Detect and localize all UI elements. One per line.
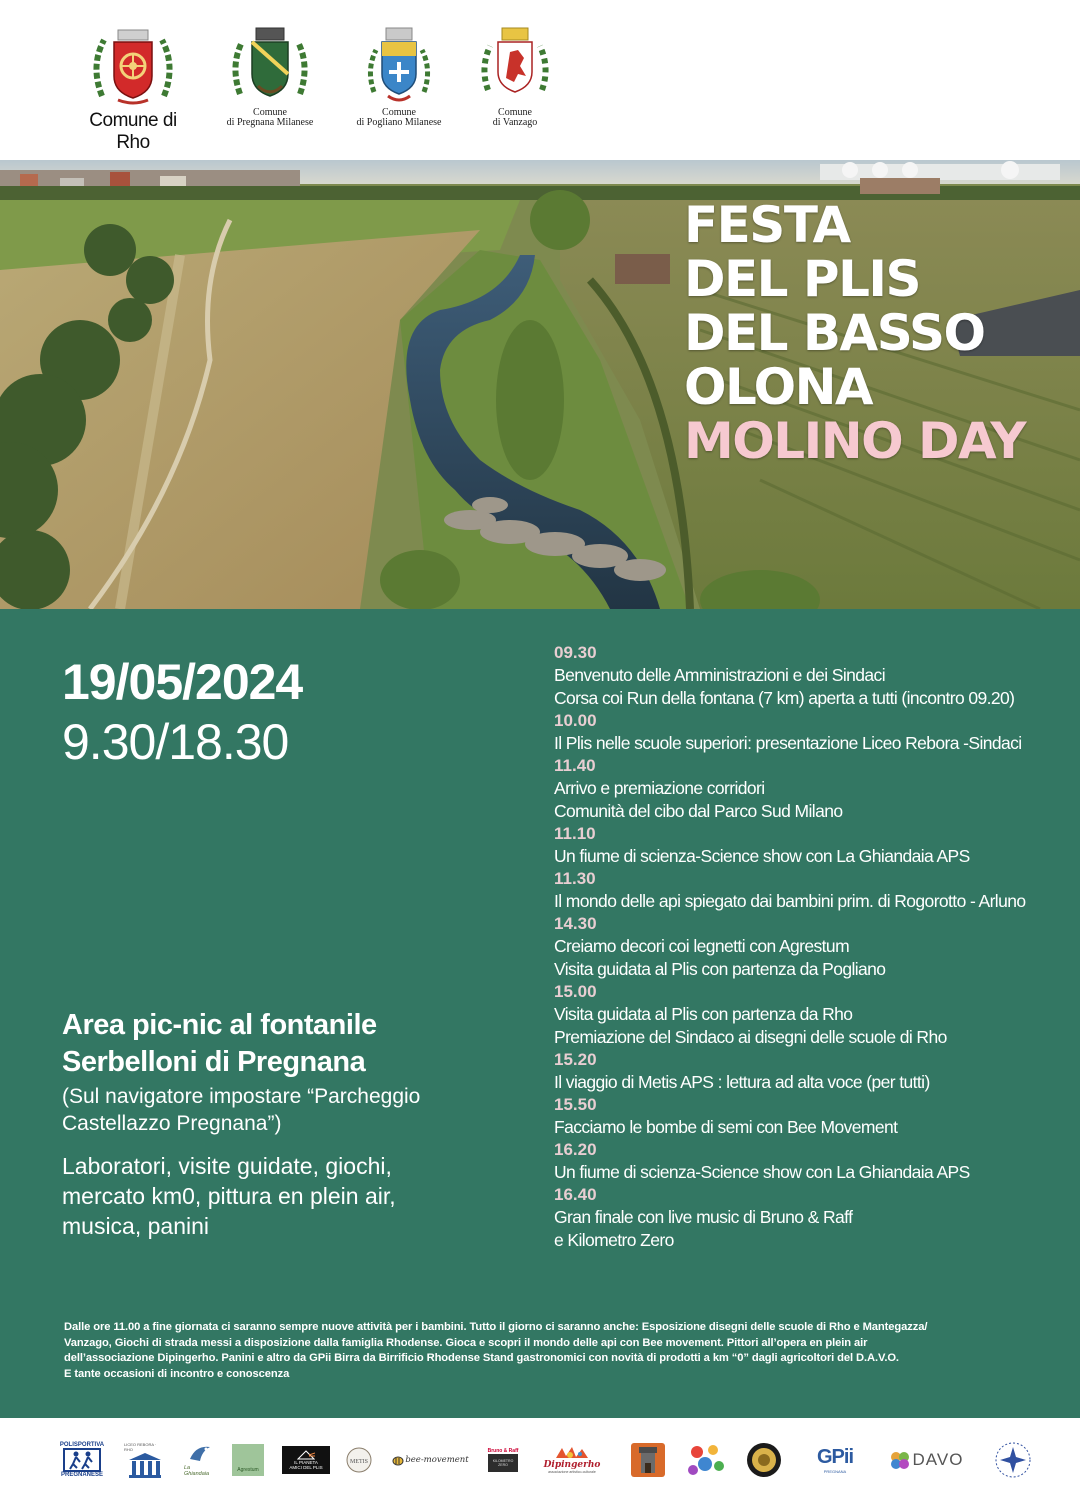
birrificio-logo bbox=[628, 1440, 668, 1480]
dipingerho-logo bbox=[542, 1440, 602, 1480]
venue-title bbox=[62, 1007, 482, 1081]
schedule-slot bbox=[554, 755, 1054, 823]
footnote bbox=[64, 1320, 1024, 1382]
slot-activity: Un fiume di scienza-Science show con La Ghiandaia APS bbox=[554, 846, 970, 866]
caption-line: Comune bbox=[498, 107, 532, 118]
slot-time: 11.10 bbox=[554, 824, 596, 843]
note-line: Castellazzo Pregnana”) bbox=[62, 1112, 282, 1135]
schedule-slot bbox=[554, 823, 1054, 868]
logo-text: bee-movement bbox=[405, 1455, 469, 1465]
logo-text: METIS bbox=[350, 1459, 368, 1465]
slot-activity: Facciamo le bombe di semi con Bee Movement bbox=[554, 1117, 898, 1137]
logo-box bbox=[282, 1446, 330, 1474]
venue-title-line: Area pic-nic al fontanile bbox=[62, 1009, 377, 1041]
ghiandaia-logo bbox=[184, 1440, 216, 1480]
slot-activity: Comunità del cibo dal Parco Sud Milano bbox=[554, 801, 843, 821]
crest-pogliano bbox=[350, 26, 448, 128]
header-logos bbox=[0, 0, 1080, 160]
sponsor-logos bbox=[0, 1418, 1080, 1489]
event-hours: 9.30/18.30 bbox=[62, 714, 289, 770]
slot-time: 16.40 bbox=[554, 1185, 597, 1204]
activities-line: Laboratori, visite guidate, giochi, bbox=[62, 1153, 392, 1179]
logo-text: PREGNANA bbox=[823, 1469, 847, 1474]
columns-icon bbox=[127, 1452, 163, 1478]
caption-line: di Pogliano Milanese bbox=[356, 117, 442, 128]
schedule-slot bbox=[554, 981, 1054, 1049]
logo-text: Dipingerho bbox=[543, 1460, 601, 1470]
venue-block bbox=[62, 1007, 482, 1241]
pregnana-crest-icon bbox=[228, 26, 312, 104]
event-date: 19/05/2024 bbox=[62, 654, 303, 710]
crest-caption bbox=[218, 108, 322, 128]
venue-navigation-note bbox=[62, 1083, 482, 1137]
note-line: (Sul navigatore impostare “Parcheggio bbox=[62, 1085, 421, 1108]
slot-time: 11.40 bbox=[554, 756, 596, 775]
footnote-line: Dalle ore 11.00 a fine giornata ci saranno sempre nuove attività per i bambini. Tutto il giorno ci saranno anche: Esposizione disegni delle scuole di Rho e Mantegazza/ bbox=[64, 1321, 928, 1333]
title-line: DEL PLIS bbox=[684, 250, 921, 308]
crest-rho bbox=[78, 26, 188, 154]
logo-text: GPii bbox=[816, 1446, 853, 1468]
venue-title-line: Serbelloni di Pregnana bbox=[62, 1046, 366, 1078]
slot-time: 10.00 bbox=[554, 711, 597, 730]
slot-activity: Corsa coi Run della fontana (7 km) aperta a tutti (incontro 09.20) bbox=[554, 688, 1015, 708]
slot-time: 16.20 bbox=[554, 1140, 597, 1159]
schedule-slot bbox=[554, 1139, 1054, 1184]
caption-line: di Vanzago bbox=[492, 117, 538, 128]
prism-icon bbox=[297, 1450, 315, 1460]
logo-text: IL PIANETA bbox=[294, 1460, 318, 1465]
amici-del-plis-logo bbox=[282, 1440, 330, 1480]
logo-text: POLISPORTIVA bbox=[59, 1442, 105, 1448]
slot-activity: Visita guidata al Plis con partenza da Rho bbox=[554, 1004, 853, 1024]
event-title bbox=[684, 198, 1025, 468]
metis-seal-icon bbox=[345, 1446, 373, 1474]
star-burst-icon bbox=[992, 1439, 1034, 1481]
logo-text: associazione artistico-culturale bbox=[548, 1470, 596, 1474]
logo-text: PREGNANESE bbox=[60, 1472, 103, 1478]
caption-line: di Pregnana Milanese bbox=[226, 117, 314, 128]
footnote-line: dell’associazione Dipingerho. Panini e altro da GPii Birra da Birrificio Rhodense Stand gastronomici con novità di prodotti a km “0” dagli agricoltori del D.A.V.O. bbox=[64, 1352, 899, 1364]
slot-activity: e Kilometro Zero bbox=[554, 1230, 674, 1250]
paint-splash-icon bbox=[552, 1446, 592, 1460]
schedule-slot bbox=[554, 913, 1054, 981]
rho-crest-icon bbox=[88, 26, 178, 106]
slot-activity: Premiazione del Sindaco ai disegni delle scuole di Rho bbox=[554, 1027, 947, 1047]
title-line: DEL BASSO bbox=[684, 304, 985, 362]
logo-text: AMICI DEL PLIS bbox=[289, 1465, 323, 1470]
schedule-slot bbox=[554, 1094, 1054, 1139]
logo-text: KILOMETRO ZERO bbox=[488, 1454, 518, 1472]
slot-activity: Gran finale con live music di Bruno & Raff bbox=[554, 1207, 853, 1227]
bee-movement-logo bbox=[386, 1440, 474, 1480]
logo-text: Bruno & Raff bbox=[487, 1448, 519, 1454]
metis-logo bbox=[344, 1440, 374, 1480]
runners-icon bbox=[63, 1448, 101, 1472]
title-line: OLONA bbox=[684, 358, 873, 416]
slot-activity: Il Plis nelle scuole superiori: presentazione Liceo Rebora -Sindaci bbox=[554, 733, 1022, 753]
polisportiva-logo bbox=[60, 1440, 104, 1480]
slot-time: 11.30 bbox=[554, 869, 596, 888]
star-association-logo bbox=[990, 1440, 1036, 1480]
footnote-line: E tante occasioni di incontro e conoscenza bbox=[64, 1367, 290, 1380]
rhodense-family-logo bbox=[684, 1440, 728, 1480]
slot-activity: Il viaggio di Metis APS : lettura ad alta voce (per tutti) bbox=[554, 1072, 930, 1092]
slot-activity: Visita guidata al Plis con partenza da Pogliano bbox=[554, 959, 886, 979]
slot-time: 15.00 bbox=[554, 982, 597, 1001]
crest-caption bbox=[476, 108, 554, 128]
pogliano-crest-icon bbox=[364, 26, 434, 104]
slot-activity: Arrivo e premiazione corridori bbox=[554, 778, 765, 798]
logo-text: Agrestum bbox=[232, 1444, 264, 1476]
title-line: FESTA bbox=[684, 196, 850, 254]
bee-icon bbox=[391, 1453, 405, 1467]
bruno-raff-logo bbox=[486, 1440, 520, 1480]
activities-line: mercato km0, pittura en plein air, bbox=[62, 1183, 396, 1209]
slot-time: 15.50 bbox=[554, 1095, 597, 1114]
slot-time: 14.30 bbox=[554, 914, 597, 933]
crest-pregnana bbox=[218, 26, 322, 128]
medallion-icon bbox=[745, 1441, 783, 1479]
liceo-rebora-logo bbox=[124, 1440, 166, 1480]
venue-activities bbox=[62, 1151, 482, 1241]
crest-caption: Comune di Rho bbox=[89, 110, 177, 153]
gpii-logo bbox=[810, 1440, 860, 1480]
info-panel bbox=[0, 609, 1080, 1418]
schedule-slot bbox=[554, 1049, 1054, 1094]
crest-caption bbox=[350, 108, 448, 128]
bird-icon bbox=[186, 1443, 214, 1465]
schedule-slot bbox=[554, 642, 1054, 710]
schedule-slot bbox=[554, 1184, 1054, 1252]
agrestum-logo bbox=[232, 1440, 264, 1480]
aerial-photo bbox=[0, 160, 1080, 609]
slot-activity: Benvenuto delle Amministrazioni e dei Sindaci bbox=[554, 665, 885, 685]
event-subtitle: MOLINO DAY bbox=[684, 412, 1026, 470]
schedule-slot bbox=[554, 710, 1054, 755]
slot-activity: Creiamo decori coi legnetti con Agrestum bbox=[554, 936, 850, 956]
crest-vanzago bbox=[476, 26, 554, 128]
vanzago-crest-icon bbox=[478, 26, 552, 104]
slot-time: 15.20 bbox=[554, 1050, 597, 1069]
slot-activity: Il mondo delle api spiegato dai bambini prim. di Rogorotto - Arluno bbox=[554, 891, 1026, 911]
caption-line: Comune bbox=[382, 107, 416, 118]
logo-text: LICEO REBORA · RHO bbox=[124, 1442, 157, 1452]
tower-badge-icon bbox=[629, 1441, 667, 1479]
seal-logo bbox=[744, 1440, 784, 1480]
davo-logo bbox=[880, 1440, 972, 1480]
footnote-line: Vanzago, Giochi di strada messi a disposizione dalla famiglia Rhodense. Gioca e scopri il mondo delle api con Bee movement. Pittori all’opera en plein air bbox=[64, 1336, 868, 1349]
schedule-slot bbox=[554, 868, 1054, 913]
slot-time: 09.30 bbox=[554, 643, 597, 662]
colorful-characters-icon bbox=[685, 1442, 727, 1478]
logo-text: La Ghiandaia bbox=[184, 1465, 210, 1477]
schedule-list bbox=[554, 642, 1054, 1252]
slot-activity: Un fiume di scienza-Science show con La Ghiandaia APS bbox=[554, 1162, 970, 1182]
circles-icon bbox=[889, 1449, 913, 1471]
activities-line: musica, panini bbox=[62, 1213, 210, 1239]
caption-line: Comune bbox=[253, 107, 287, 118]
logo-text: DAVO bbox=[912, 1450, 964, 1469]
